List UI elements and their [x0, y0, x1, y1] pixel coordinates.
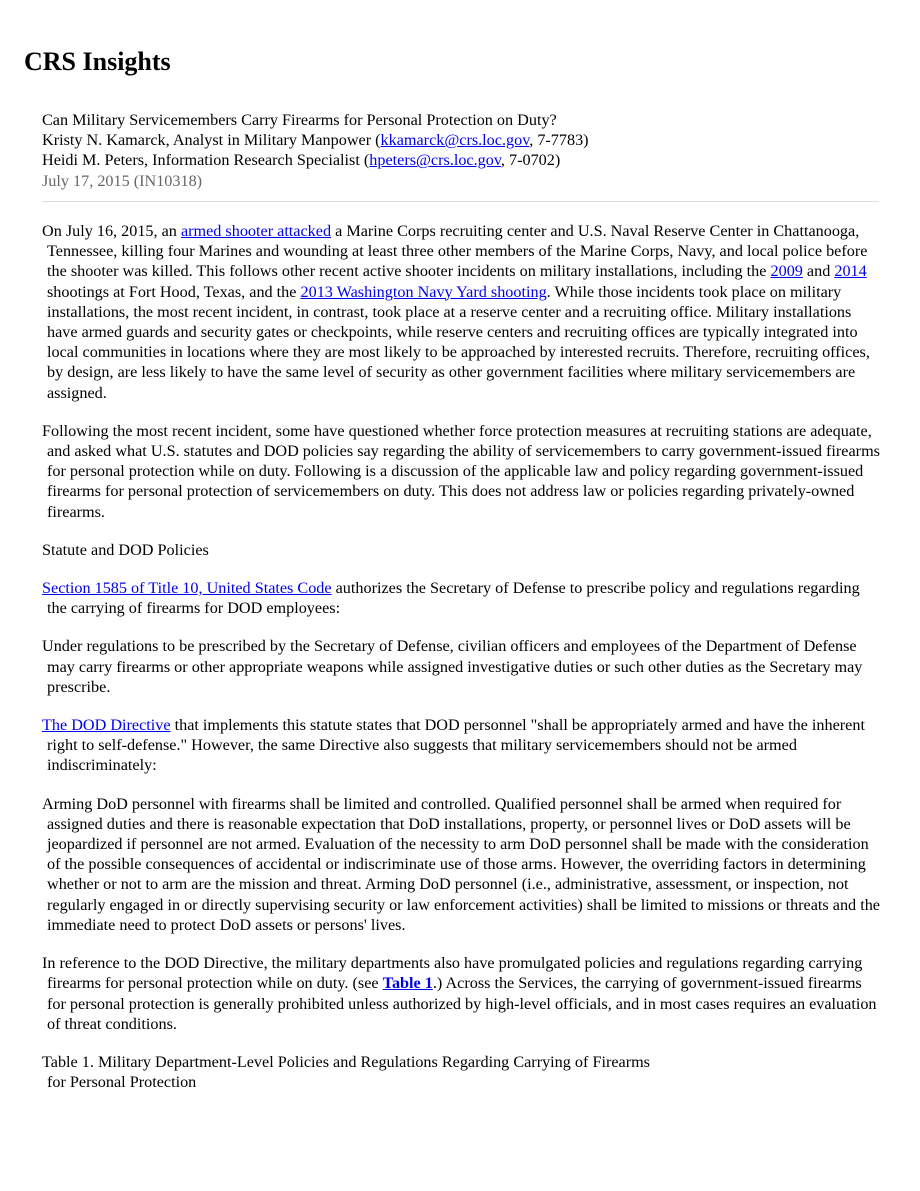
text: a Marine Corps recruiting center and U.S. Naval Reserve Center in Chattanooga, Tennessee, killing four Marines and wounding at least three other members of the Marine Corps, Navy, and local police before the shooter was killed. This follows other recent active shooter incidents on military installations, including the: [47, 222, 868, 281]
article-body: [42, 221, 882, 1110]
text: and: [802, 262, 835, 281]
table-caption: [42, 1052, 882, 1092]
publication-date: July 17, 2015 (IN10318): [42, 171, 203, 190]
link-section-1585[interactable]: Section 1585 of Title 10, United States Code: [42, 579, 332, 598]
paragraph-statute: [42, 578, 882, 618]
table-caption-line-1: Table 1. Military Department-Level Policies and Regulations Regarding Carrying of Firearms: [42, 1052, 650, 1071]
link-dod-directive[interactable]: The DOD Directive: [42, 716, 171, 735]
link-table-1[interactable]: Table 1: [382, 974, 433, 993]
text: shootings at Fort Hood, Texas, and the: [47, 282, 301, 301]
divider: [42, 201, 879, 202]
text: On July 16, 2015, an: [42, 222, 181, 240]
table-caption-line-2: for Personal Protection: [47, 1073, 197, 1092]
link-2014-shooting[interactable]: 2014: [834, 262, 867, 281]
author-1-name: Kristy N. Kamarck, Analyst in Military Manpower (: [42, 131, 381, 150]
article-headline: Can Military Servicemembers Carry Firearms for Personal Protection on Duty?: [42, 111, 557, 129]
quote-directive: Arming DoD personnel with firearms shall be limited and controlled. Qualified personnel shall be armed when required for assigned duties and there is reasonable expectation that DoD installations, property, or personnel lives or DoD assets will be jeopardized if personnel are not armed. Evaluation of the necessity to arm DoD personnel shall be made with the consideration of the possible consequences of accidental or indiscriminate use of those arms. However, the overriding factors in determining whether or not to arm are the mission and threat. Arming DoD personnel (i.e., administrative, assessment, or inspection, not regularly engaged in or directly supervising security or law enforcement activities) shall be limited to missions or threats and the immediate need to protect DoD assets or persons' lives.: [42, 794, 880, 934]
paragraph-intro: [42, 221, 882, 403]
text: authorizes the Secretary of Defense to prescribe policy and regulations regarding the carrying of firearms for DOD employees:: [47, 579, 860, 618]
article-meta: [42, 110, 882, 191]
author-line-1: [42, 130, 882, 150]
text: In reference to the DOD Directive, the military departments also have promulgated policies and regulations regarding carrying firearms for personal protection while on duty. (see: [42, 954, 863, 993]
paragraph-departments: [42, 953, 882, 1034]
paragraph-directive: [42, 715, 882, 776]
text: that implements this statute states that DOD personnel "shall be appropriately armed and have the inherent right to self-defense." However, the same Directive also suggests that military servicemembers should not be armed indiscriminately:: [47, 716, 865, 775]
author-1-phone: , 7-7783): [529, 131, 589, 150]
section-heading: Statute and DOD Policies: [42, 540, 209, 559]
text: . While those incidents took place on military installations, the most recent incident, in contrast, took place at a reserve center and a recruiting office. Military installations have armed guards and security gates or checkpoints, while reserve centers and recruiting offices are typically integrated into local communities in locations where they are most likely to be approached by interested recruits. Therefore, recruiting offices, by design, are less likely to have the same level of security as other government facilities where military servicemembers are assigned.: [47, 282, 870, 402]
text: .) Across the Services, the carrying of government-issued firearms for personal protection is generally prohibited unless authorized by high-level officials, and in most cases requires an evaluation of threat conditions.: [47, 974, 877, 1033]
link-armed-shooter-attacked[interactable]: armed shooter attacked: [180, 222, 332, 240]
page-title: CRS Insights: [24, 47, 171, 76]
author-line-2: [42, 150, 882, 170]
paragraph-question: Following the most recent incident, some have questioned whether force protection measures at recruiting stations are adequate, and asked what U.S. statutes and DOD policies say regarding the ability of servicemembers to carry government-issued firearms for personal protection while on duty. Following is a discussion of the applicable law and policy regarding government-issued firearms for personal protection of servicemembers on duty. This does not address law or policies regarding privately-owned firearms.: [42, 421, 880, 521]
link-2009-shooting[interactable]: 2009: [770, 262, 803, 281]
link-navy-yard-shooting[interactable]: 2013 Washington Navy Yard shooting: [300, 282, 547, 301]
author-2-email-link[interactable]: hpeters@crs.loc.gov: [369, 151, 501, 170]
author-2-phone: , 7-0702): [500, 151, 561, 170]
author-2-name: Heidi M. Peters, Information Research Specialist (: [42, 151, 370, 170]
author-1-email-link[interactable]: kkamarck@crs.loc.gov: [380, 131, 530, 150]
quote-statute: Under regulations to be prescribed by the Secretary of Defense, civilian officers and employees of the Department of Defense may carry firearms or other appropriate weapons while assigned investigative duties or such other duties as the Secretary may prescribe.: [42, 637, 863, 696]
